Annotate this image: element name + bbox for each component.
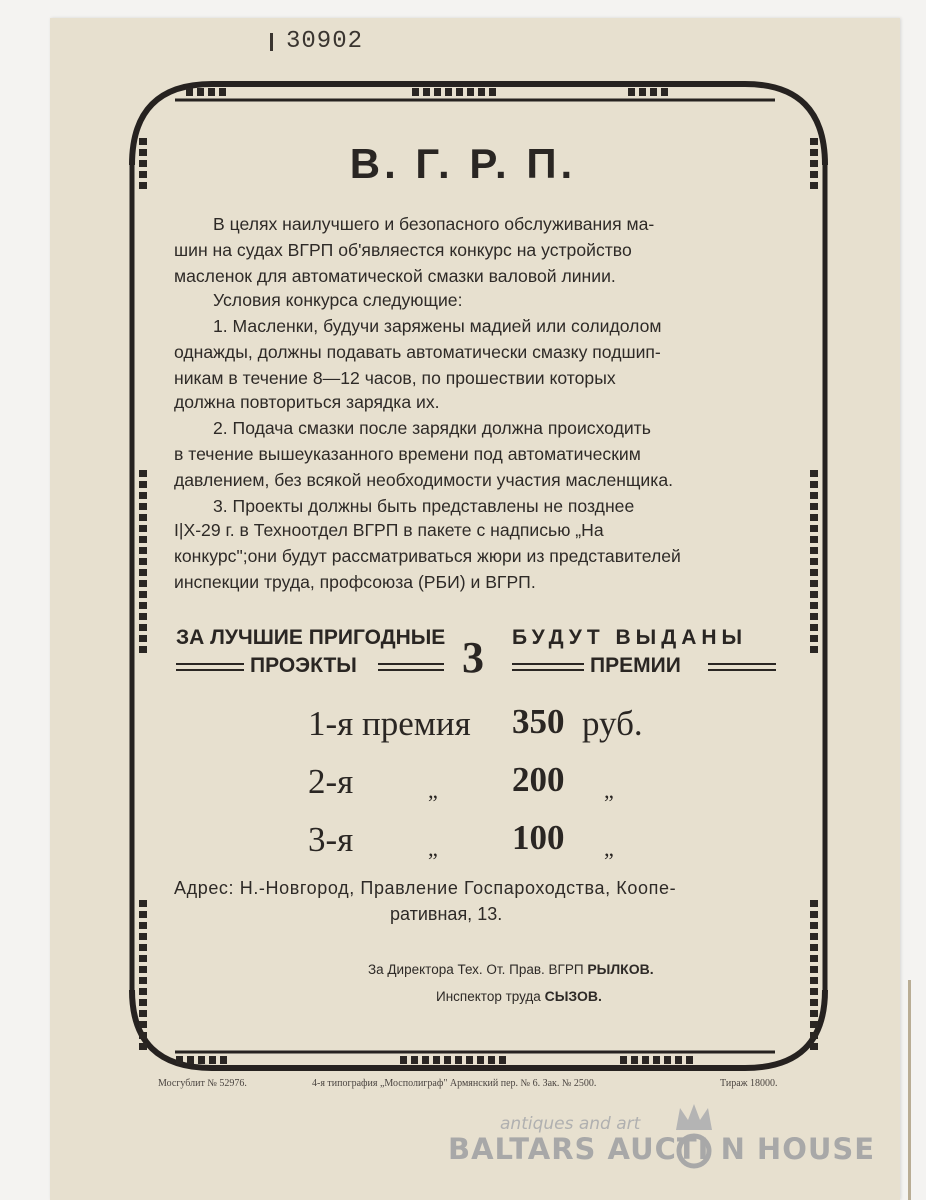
body-line-5: 1. Масленки, будучи заряжены мадией или солидолом — [213, 316, 662, 336]
prizes-heading-left-1: ЗА ЛУЧШИЕ ПРИГОДНЫЕ — [176, 626, 446, 649]
address-line-2: ративная, 13. — [390, 904, 503, 924]
signature-2-text: Инспектор труда — [436, 989, 541, 1004]
body-line-12: 3. Проекты должны быть представлены не позднее — [213, 496, 635, 516]
watermark-tagline: antiques and art — [500, 1114, 641, 1134]
body-line-15: инспекции труда, профсоюза (РБИ) и ВГРП. — [174, 572, 536, 592]
body-line-2: шин на судах ВГРП об'являестся конкурс на устройство — [174, 240, 632, 260]
prizes-heading-left-2: ПРОЭКТЫ — [250, 654, 357, 677]
prize-1-amount: 350 — [512, 702, 565, 741]
body-line-9: 2. Подача смазки после зарядки должна происходить — [213, 418, 651, 438]
prizes-heading-right-2: ПРЕМИИ — [590, 654, 681, 677]
prize-2-label: 2-я — [308, 762, 354, 801]
prize-2-amount: 200 — [512, 760, 565, 799]
prize-3-label: 3-я — [308, 820, 354, 859]
body-line-13: I|X-29 г. в Техноотдел ВГРП в пакете с надписью „На — [174, 520, 604, 540]
body-line-6: однажды, должны подавать автоматически смазку подшип- — [174, 342, 661, 362]
imprint-print-run: Тираж 18000. — [720, 1078, 778, 1089]
signature-2-name: СЫЗОВ. — [544, 988, 602, 1004]
body-line-11: давлением, без всякой необходимости участия масленщика. — [174, 470, 674, 490]
address-line-1: Адрес: Н.-Новгород, Правление Госпароходства, Коопе- — [174, 878, 677, 898]
body-line-7: никам в течение 8—12 часов, по прошествии которых — [174, 368, 616, 388]
watermark-brand: BALTARS AUCTI N HOUSE — [448, 1132, 876, 1166]
prize-1-unit: руб. — [582, 704, 643, 743]
prize-2-unit: „ — [604, 778, 614, 803]
body-line-3: масленок для автоматической смазки валовой линии. — [174, 266, 616, 286]
imprint-censor: Мосгублит № 52976. — [158, 1078, 247, 1089]
prize-1-label: 1-я премия — [308, 704, 471, 743]
signature-1-name: РЫЛКОВ. — [587, 961, 654, 977]
prize-3-amount: 100 — [512, 818, 565, 857]
prizes-count: 3 — [462, 633, 484, 682]
poster-title: В. Г. Р. П. — [349, 140, 577, 187]
body-line-4: Условия конкурса следующие: — [213, 290, 463, 310]
prize-3-ditto: „ — [428, 836, 438, 861]
imprint-printer: 4-я типография „Мосполиграф" Армянский пер. № 6. Зак. № 2500. — [312, 1078, 597, 1089]
inventory-stamp-number: 30902 — [286, 28, 364, 55]
body-line-1: В целях наилучшего и безопасного обслуживания ма- — [213, 214, 655, 234]
signature-1-text: За Директора Тех. От. Прав. ВГРП — [368, 962, 584, 977]
prizes-heading-right-1: БУДУТ ВЫДАНЫ — [512, 626, 748, 649]
body-line-14: конкурс";они будут рассматриваться жюри из представителей — [174, 546, 681, 566]
body-line-10: в течение вышеуказанного времени под автоматическим — [174, 444, 641, 464]
body-line-8: должна повториться зарядка их. — [174, 392, 440, 412]
prize-2-ditto: „ — [428, 778, 438, 803]
prize-3-unit: „ — [604, 836, 614, 861]
